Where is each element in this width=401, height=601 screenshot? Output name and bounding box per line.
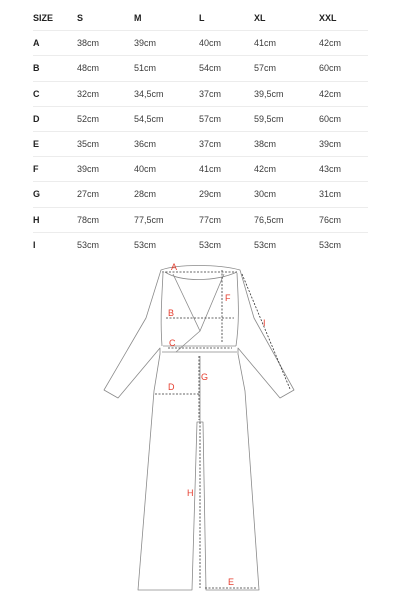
measurement-value: 76cm [319, 207, 368, 232]
measurement-value: 27cm [77, 182, 134, 207]
size-table-row [33, 182, 368, 207]
measurement-value: 57cm [254, 56, 319, 81]
size-xxl-header: XXL [319, 6, 368, 31]
wrap-neckline [173, 274, 224, 331]
size-l-header: L [199, 6, 254, 31]
measurement-label: H [33, 207, 77, 232]
measurement-value: 39cm [134, 31, 199, 56]
measurement-value: 53cm [77, 239, 100, 250]
measurement-value: 54cm [199, 56, 254, 81]
measurement-value: 43cm [319, 157, 368, 182]
measurement-value: 42cm [254, 157, 319, 182]
measurement-value: 59,5cm [254, 106, 319, 131]
measurement-value: 28cm [134, 182, 199, 207]
measurement-label: E [33, 131, 77, 156]
measurement-value: 36cm [134, 131, 199, 156]
label-g: G [201, 372, 209, 382]
measurement-value: 57cm [199, 106, 254, 131]
measurement-value: 48cm [77, 56, 134, 81]
label-a: A [171, 262, 178, 272]
measurement-value: 39cm [77, 157, 134, 182]
size-table-row [33, 207, 368, 232]
measurement-value: 53cm [134, 239, 157, 250]
measurement-value: 31cm [319, 182, 368, 207]
size-table-row [33, 81, 368, 106]
measurement-label: C [33, 81, 77, 106]
measurement-value: 52cm [77, 106, 134, 131]
measurement-value: 32cm [77, 81, 134, 106]
measurement-label: F [33, 157, 77, 182]
measurement-value: 53cm [319, 239, 342, 250]
size-table-row [33, 31, 368, 56]
size-table-row [33, 157, 368, 182]
measurement-label: G [33, 182, 77, 207]
measurement-value: 77cm [199, 207, 254, 232]
measurement-label: A [33, 31, 77, 56]
measurement-value: 53cm [254, 239, 277, 250]
label-i: I [263, 318, 266, 328]
measurement-value: 76,5cm [254, 207, 319, 232]
size-table-row [33, 56, 368, 81]
measurement-value: 54,5cm [134, 106, 199, 131]
measurement-label: B [33, 56, 77, 81]
measurement-value: 40cm [134, 157, 199, 182]
size-table-row [33, 131, 368, 156]
measurement-value: 41cm [254, 31, 319, 56]
measurement-value: 51cm [134, 56, 199, 81]
measure-i [242, 274, 290, 389]
size-m-header: M [134, 6, 199, 31]
size-table-row [33, 232, 368, 257]
measurement-value: 35cm [77, 131, 134, 156]
measurement-value: 40cm [199, 31, 254, 56]
label-c: C [169, 338, 176, 348]
size-column-header: SIZE [33, 6, 77, 31]
measurement-value: 77,5cm [134, 207, 199, 232]
neckline [165, 272, 237, 280]
label-e: E [228, 577, 235, 587]
garment-outline [104, 266, 294, 591]
label-d: D [168, 382, 175, 392]
measurement-value: 60cm [319, 56, 368, 81]
measurement-value: 34,5cm [134, 81, 199, 106]
size-xl-header: XL [254, 6, 319, 31]
size-s-header: S [77, 6, 134, 31]
measurement-value: 37cm [199, 131, 254, 156]
measurement-value: 37cm [199, 81, 254, 106]
measurement-label: I [33, 239, 36, 250]
size-table [33, 6, 368, 257]
measurement-value: 53cm [199, 239, 222, 250]
measurement-label: D [33, 106, 77, 131]
label-b: B [168, 308, 175, 318]
measurement-value: 42cm [319, 81, 368, 106]
measurement-value: 30cm [254, 182, 319, 207]
label-f: F [225, 293, 231, 303]
measurement-value: 78cm [77, 207, 134, 232]
measurement-value: 39,5cm [254, 81, 319, 106]
size-table-header-row [33, 6, 368, 31]
label-h: H [187, 488, 194, 498]
measurement-value: 41cm [199, 157, 254, 182]
jumpsuit-measurement-diagram [0, 256, 401, 601]
measurement-value: 38cm [254, 131, 319, 156]
measurement-value: 60cm [319, 106, 368, 131]
measurement-value: 38cm [77, 31, 134, 56]
measurement-value: 29cm [199, 182, 254, 207]
measurement-value: 42cm [319, 31, 368, 56]
size-table-row [33, 106, 368, 131]
measurement-value: 39cm [319, 131, 368, 156]
